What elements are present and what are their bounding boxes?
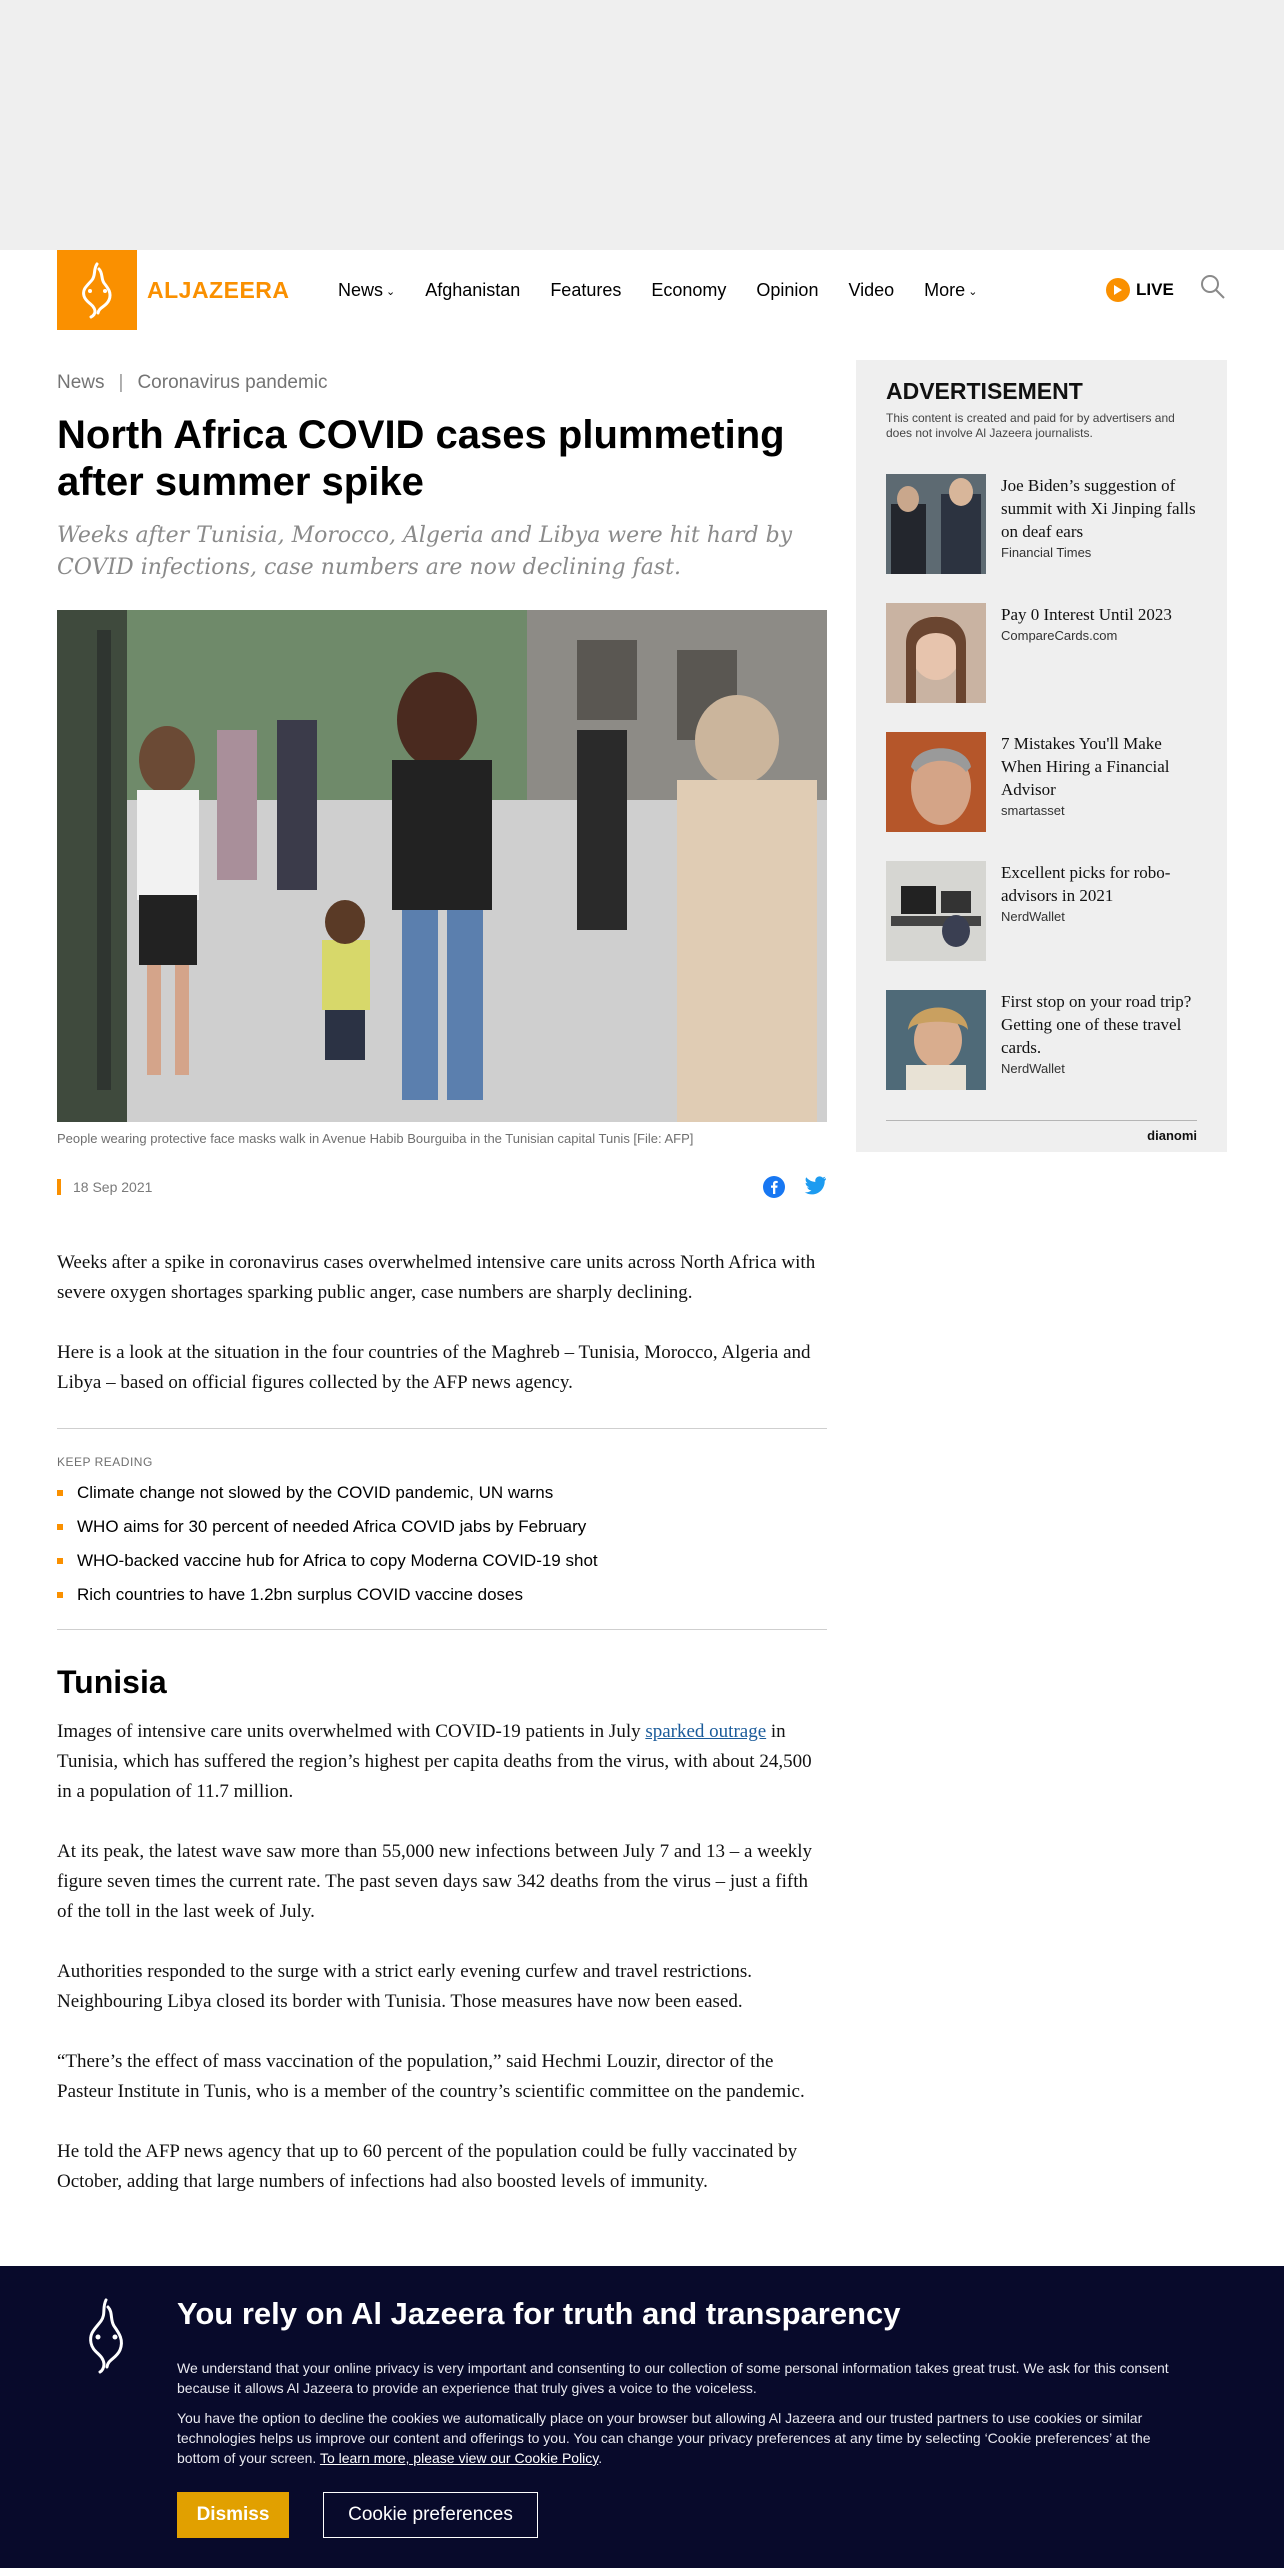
nav-item-afghanistan[interactable]: Afghanistan [425, 280, 521, 300]
cookie-preferences-button[interactable]: Cookie preferences [323, 2492, 538, 2538]
ad-item[interactable] [886, 732, 1197, 832]
article-title: North Africa COVID cases plummeting after summer spike [57, 413, 785, 504]
nav-item-video[interactable]: Video [848, 280, 895, 300]
article-subtitle: Weeks after Tunisia, Morocco, Algeria and Libya were hit hard by COVID infections, case numbers are now declining fast. [57, 523, 793, 580]
search-icon[interactable] [1200, 274, 1226, 305]
article-paragraph: He told the AFP news agency that up to 60 percent of the population could be fully vaccinated by October, adding that large numbers of infections had also boosted levels of immunity. [57, 2141, 798, 2192]
ad-item[interactable] [886, 990, 1197, 1090]
nav-item-economy[interactable]: Economy [651, 280, 727, 300]
logo-emblem-icon [57, 250, 137, 330]
article [57, 372, 827, 2197]
street-photo-illustration [57, 610, 827, 1122]
main-nav [338, 280, 1007, 301]
ad-title: First stop on your road trip? Getting one of these travel cards. [1001, 992, 1192, 1057]
bullet [57, 1490, 63, 1496]
ad-thumbnail [886, 732, 986, 832]
breadcrumb [57, 372, 827, 394]
advertisement-disclaimer: This content is created and paid for by advertisers and does not involve Al Jazeera journalists. [886, 411, 1175, 440]
image-caption: People wearing protective face masks walk in Avenue Habib Bourguiba in the Tunisian capital Tunis [File: AFP] [57, 1131, 694, 1146]
ad-title: Excellent picks for robo-advisors in 2021 [1001, 863, 1171, 905]
nav-item-news[interactable]: News ⌄ [338, 280, 396, 300]
keep-reading-label: KEEP READING [57, 1455, 153, 1469]
ad-source: CompareCards.com [1001, 628, 1118, 643]
ad-thumbnail [886, 861, 986, 961]
ad-title: Pay 0 Interest Until 2023 [1001, 605, 1172, 624]
facebook-icon[interactable] [763, 1176, 785, 1203]
nav-item-opinion[interactable]: Opinion [756, 280, 819, 300]
breadcrumb-news[interactable]: News [57, 372, 105, 393]
ad-thumbnail [886, 474, 986, 574]
ad-source: smartasset [1001, 803, 1065, 818]
cookie-banner-title: You rely on Al Jazeera for truth and transparency [177, 2296, 901, 2331]
dianomi-logo[interactable]: dianomi [1147, 1128, 1197, 1143]
ad-item[interactable] [886, 861, 1197, 961]
breadcrumb-separator: | [118, 372, 124, 393]
ad-source: NerdWallet [1001, 909, 1065, 924]
cookie-banner-text: You have the option to decline the cookies we automatically place on your browser but allowing Al Jazeera and our trusted partners to use cookies or similar technologies helps us improve our content and offerings to you. You can change your privacy preferences at any time by selecting ‘Cookie preferences’ at the bottom of your screen. To learn more, please view our Cookie Policy. [177, 2410, 1151, 2466]
ad-item[interactable] [886, 603, 1197, 703]
cookie-banner-text: We understand that your online privacy is very important and consenting to our collection of some personal information takes great trust. We ask for this consent because it allows Al Jazeera to provide an experience that truly gives a voice to the voiceless. [177, 2360, 1169, 2396]
live-button[interactable] [1106, 278, 1174, 302]
keep-reading [57, 1428, 827, 1630]
article-paragraph: Weeks after a spike in coronavirus cases overwhelmed intensive care units across North Africa with severe oxygen shortages sparking public anger, case numbers are sharply declining. [57, 1252, 816, 1303]
site-logo[interactable] [57, 250, 290, 330]
article-paragraph: At its peak, the latest wave saw more than 55,000 new infections between July 7 and 13 – a weekly figure seven times the current rate. The past seven days saw 342 deaths from the virus – just a fifth of the toll in the last week of July. [57, 1841, 813, 1922]
article-meta [57, 1176, 827, 1202]
aljazeera-emblem-icon [82, 2296, 130, 2381]
breadcrumb-topic[interactable]: Coronavirus pandemic [137, 372, 328, 393]
twitter-icon[interactable] [803, 1176, 827, 1203]
article-paragraph: Images of intensive care units overwhelmed with COVID-19 patients in July sparked outrage in Tunisia, which has suffered the region’s highest per capita deaths from the virus, with about 24,500 in a population of 11.7 million. [57, 1721, 812, 1802]
nav-item-more[interactable]: More ⌄ [924, 280, 978, 300]
article-paragraph: “There’s the effect of mass vaccination of the population,” said Hechmi Louzir, director of the Pasteur Institute in Tunis, who is a member of the country’s scientific committee on the pandemic. [57, 2051, 805, 2102]
hero-image [57, 610, 827, 1122]
ad-thumbnail [886, 990, 986, 1090]
sidebar-divider [886, 1120, 1197, 1121]
play-icon [1106, 278, 1130, 302]
ad-item[interactable] [886, 474, 1197, 574]
logo-wordmark: ALJAZEERA [147, 276, 290, 303]
bullet [57, 1558, 63, 1564]
sparked-outrage-link[interactable]: sparked outrage [645, 1721, 767, 1742]
share-buttons [745, 1176, 827, 1203]
chevron-down-icon: ⌄ [968, 285, 978, 298]
keep-reading-link[interactable]: Rich countries to have 1.2bn surplus COVID vaccine doses [57, 1585, 827, 1605]
top-ad-placeholder [0, 0, 1284, 250]
article-paragraph: Authorities responded to the surge with a strict early evening curfew and travel restrictions. Neighbouring Libya closed its border with Tunisia. Those measures have now been eased. [57, 1961, 753, 2012]
nav-item-features[interactable]: Features [550, 280, 622, 300]
ad-source: NerdWallet [1001, 1061, 1065, 1076]
cookie-policy-link[interactable]: To learn more, please view our Cookie Policy [319, 2450, 599, 2466]
publish-date: 18 Sep 2021 [57, 1179, 152, 1195]
live-label: LIVE [1136, 280, 1174, 299]
dismiss-button[interactable]: Dismiss [177, 2492, 289, 2538]
ad-title: Joe Biden’s suggestion of summit with Xi Jinping falls on deaf ears [1001, 476, 1196, 541]
article-paragraph: Here is a look at the situation in the four countries of the Maghreb – Tunisia, Morocco, Algeria and Libya – based on official figures collected by the AFP news agency. [57, 1342, 811, 1393]
advertisement-heading: ADVERTISEMENT [886, 378, 1083, 404]
keep-reading-link[interactable]: WHO-backed vaccine hub for Africa to copy Moderna COVID-19 shot [57, 1551, 827, 1571]
keep-reading-link[interactable]: WHO aims for 30 percent of needed Africa COVID jabs by February [57, 1517, 827, 1537]
chevron-down-icon: ⌄ [386, 285, 396, 298]
ad-source: Financial Times [1001, 545, 1092, 560]
sidebar-advertisement [856, 360, 1227, 1152]
cookie-consent-banner [0, 2266, 1284, 2568]
bullet [57, 1524, 63, 1530]
ad-title: 7 Mistakes You'll Make When Hiring a Financial Advisor [1001, 734, 1170, 799]
site-header [0, 250, 1284, 332]
ad-thumbnail [886, 603, 986, 703]
section-heading: Tunisia [57, 1664, 167, 1700]
keep-reading-link[interactable]: Climate change not slowed by the COVID pandemic, UN warns [57, 1483, 827, 1503]
bullet [57, 1592, 63, 1598]
